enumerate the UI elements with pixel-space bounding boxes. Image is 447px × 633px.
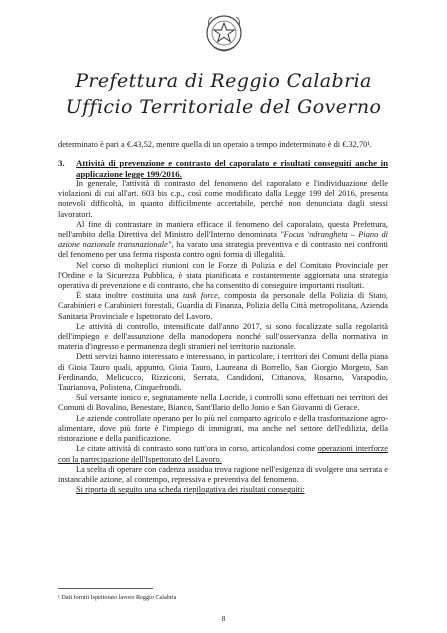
paragraph-10: La scelta di operare con cadenza assidua trova ragione nell'esigenza di svolgere una serrata e instancabile azione, al contempo, repressiva e preventiva del fenomeno.: [58, 464, 388, 484]
paragraph-1: In generale, l'attività di contrasto del fenomeno del caporalato e l'individuazione delle violazioni di cui all'art. 603 bis c.p., così come modificato dalla Legge 199 del 2016, presenta notevoli difficoltà, in quanto difficilmente accertabile, perché non denunciata dagli stessi lavoratori.: [58, 179, 388, 219]
header-line-ufficio: Ufficio Territoriale del Governo: [65, 96, 382, 118]
document-body: [58, 140, 388, 495]
section-heading: [58, 158, 388, 179]
footnote: ¹ Dati forniti Ispettorato lavoro Reggio Calabria: [58, 594, 177, 601]
paragraph-5: Le attività di controllo, intensificate dall'anno 2017, si sono focalizzate sulla regolarità dell'impiego e dell'assunzione della manodopera nonché sull'osservanza della normativa in materia d'ingresso e permanenza degli stranieri nel territorio nazionale.: [58, 321, 388, 352]
paragraph-2: [58, 220, 388, 261]
paragraph-2-text-a: Al fine di contrastare in maniera efficace il fenomeno del caporalato, questa Prefettura, nell'ambito della Direttiva del Ministro dell'Interno denominata: [58, 219, 388, 240]
paragraph-2-text-c: , ha varato una strategia preventiva e di contrasto nei confronti del fenomeno per una ferma risposta contro ogni forma di illegalità.: [58, 240, 388, 260]
header-line-prefettura: Prefettura di Reggio Calabria: [75, 70, 372, 92]
paragraph-3: Nel corso di molteplici riunioni con le Forze di Polizia e del Comitato Provinciale per l'Ordine e la Sicurezza Pubblica, è stata pianificata e costantemente aggiornata una strategia operativa di prevenzione e di contrasto, che ha consentito di conseguire importanti risultati.: [58, 260, 388, 291]
paragraph-9-text-a: Le citate attività di contrasto sono tutt'ora in corso, articolandosi come: [76, 444, 318, 454]
page-number: 8: [221, 614, 226, 623]
paragraph-9-interforze: operazioni interforze con la partecipazione dell'Ispettorato del Lavoro.: [58, 444, 388, 464]
paragraph-9: [58, 444, 388, 464]
paragraph-11: Si riporta di seguito una scheda riepilogativa dei risultati conseguiti:: [76, 485, 305, 495]
paragraph-4-text-a: È stata inoltre costituita una: [76, 291, 184, 301]
paragraph-4: [58, 291, 388, 322]
paragraph-4-task-force: task force: [183, 291, 218, 301]
section-number: 3.: [58, 158, 65, 169]
paragraph-6: Detti servizi hanno interessato e interessano, in particolare, i territori dei Comuni della piana di Gioia Tauro quali, appunto, Gioia Tauro, Laureana di Borrello, San Giorgio Morgeto, San Ferdinando, Melicucco, Rizziconi, Serrata, Candidoni, Cittanova, Rosarno, Varapodio, Taurianova, Polistena, Cinquefrondi.: [58, 352, 388, 393]
paragraph-8: Le aziende controllate operano per lo più nel comparto agricolo e della trasformazione agro-alimentare, dove più forte è l'impiego di immigrati, ma anche nel settore dell'edilizia, della ristorazione e della panificazione.: [58, 413, 388, 444]
paragraph-4-text-c: , composta da personale della Polizia di Stato, Carabinieri e Carabinieri forestali, Guardia di Finanza, Polizia della Città metropolitana, Azienda Sanitaria Provinciale e Ispettorato del Lavoro.: [58, 291, 389, 321]
paragraph-2-focus-title: "Focus 'ndrangheta – Piano di azione nazionale transnazionale": [58, 230, 388, 250]
republic-emblem-icon: [204, 12, 244, 54]
footnote-divider: [58, 588, 153, 589]
section-title: Attività di prevenzione e contrasto del caporalato e risultati conseguiti anche in applicazione legge 199/2016.: [76, 158, 388, 179]
paragraph-7: Sul versante ionico e, segnatamente nella Locride, i controlli sono effettuati nei territori dei Comuni di Bovalino, Benestare, Bianco, Sant'Ilario dello Jonio e San Giovanni di Gerace.: [58, 393, 388, 413]
intro-paragraph: determinato è pari a €.43,52, mentre quella di un operaio a tempo indeterminato è di €.32,70¹.: [58, 140, 372, 149]
